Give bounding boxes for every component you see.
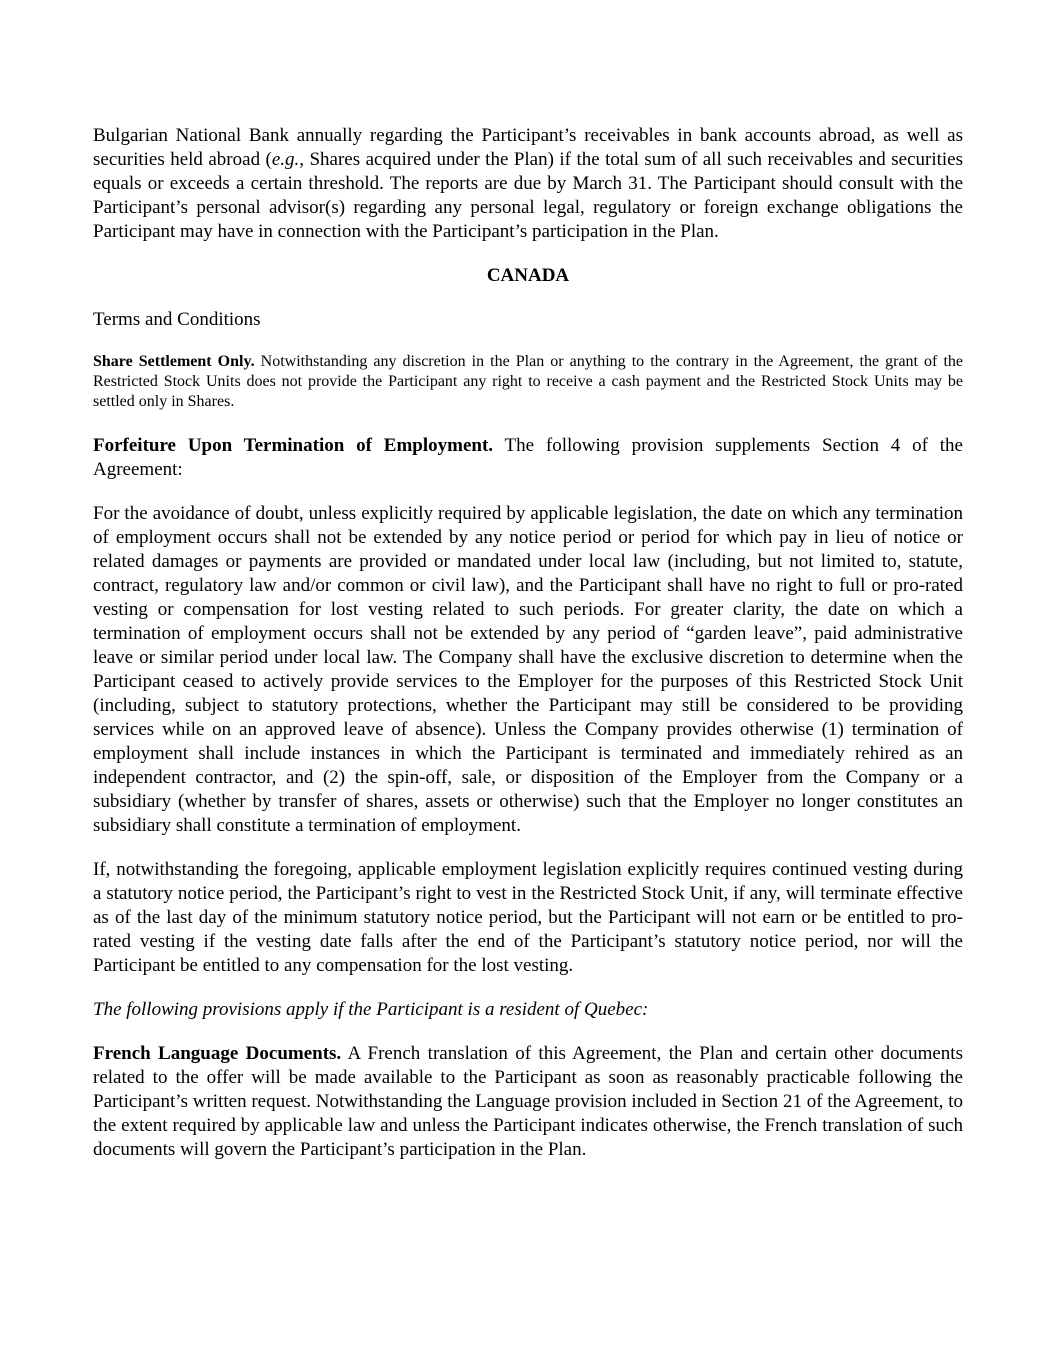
intro-eg: e.g.	[271, 149, 300, 170]
forfeiture-paragraph	[93, 434, 963, 482]
notice-period-paragraph: If, notwithstanding the foregoing, applicable employment legislation explicitly requires continued vesting during a statutory notice period, the Participant’s right to vest in the Restricted Stock Unit, if any, will terminate effective as of the last day of the minimum statutory notice period, but the Participant will not earn or be entitled to pro-rated vesting if the vesting date falls after the end of the Participant’s statutory notice period, nor will the Participant be entitled to any compensation for the lost vesting.	[93, 859, 963, 976]
forfeiture-body: The following provision supplements Section 4 of the Agreement:	[93, 435, 963, 480]
french-language-paragraph	[93, 1042, 963, 1162]
quebec-intro: The following provisions apply if the Participant is a resident of Quebec:	[93, 999, 649, 1020]
section-subheading: Terms and Conditions	[93, 309, 261, 330]
share-settlement-title: Share Settlement Only.	[93, 353, 255, 370]
french-language-title: French Language Documents.	[93, 1043, 342, 1064]
forfeiture-title: Forfeiture Upon Termination of Employment.	[93, 435, 494, 456]
intro-text-2: , Shares acquired under the Plan) if the total sum of all such receivables and securities equals or exceeds a certain threshold. The reports are due by March 31. The Participant should consult with the Participant’s personal advisor(s) regarding any personal legal, regulatory or foreign exchange obligations the Participant may have in connection with the Participant’s participation in the Plan.	[93, 149, 963, 242]
intro-paragraph	[93, 124, 963, 244]
document-page	[93, 124, 963, 1162]
french-language-body: A French translation of this Agreement, the Plan and certain other documents related to the offer will be made available to the Participant as soon as reasonably practicable following the Participant’s written request. Notwithstanding the Language provision included in Section 21 of the Agreement, to the extent required by applicable law and unless the Participant indicates otherwise, the French translation of such documents will govern the Participant’s participation in the Plan.	[93, 1043, 963, 1160]
section-heading: CANADA	[486, 265, 570, 286]
forfeiture-detail-paragraph: For the avoidance of doubt, unless explicitly required by applicable legislation, the date on which any termination of employment occurs shall not be extended by any notice period or period for which pay in lieu of notice or related damages or payments are provided or mandated under local law (including, but not limited to, statute, contract, regulatory law and/or common or civil law), and the Participant shall have no right to full or pro-rated vesting or compensation for lost vesting related to such periods. For greater clarity, the date on which a termination of employment occurs shall not be extended by any period of “garden leave”, paid administrative leave or similar period under local law. The Company shall have the exclusive discretion to determine when the Participant ceased to actively provide services to the Employer for the purposes of this Restricted Stock Unit (including, subject to statutory protections, whether the Participant may still be considered to be providing services while on an approved leave of absence). Unless the Company provides otherwise (1) termination of employment shall include instances in which the Participant is terminated and immediately rehired as an independent contractor, and (2) the spin-off, sale, or disposition of the Employer from the Company or a subsidiary (whether by transfer of shares, assets or otherwise) such that the Employer no longer constitutes an subsidiary shall constitute a termination of employment.	[93, 503, 963, 836]
share-settlement-paragraph	[93, 352, 963, 412]
share-settlement-body: Notwithstanding any discretion in the Plan or anything to the contrary in the Agreement, the grant of the Restricted Stock Units does not provide the Participant any right to receive a cash payment and the Restricted Stock Units may be settled only in Shares.	[93, 353, 963, 410]
intro-text-1: Bulgarian National Bank annually regarding the Participant’s receivables in bank accounts abroad, as well as securities held abroad (	[93, 125, 963, 170]
